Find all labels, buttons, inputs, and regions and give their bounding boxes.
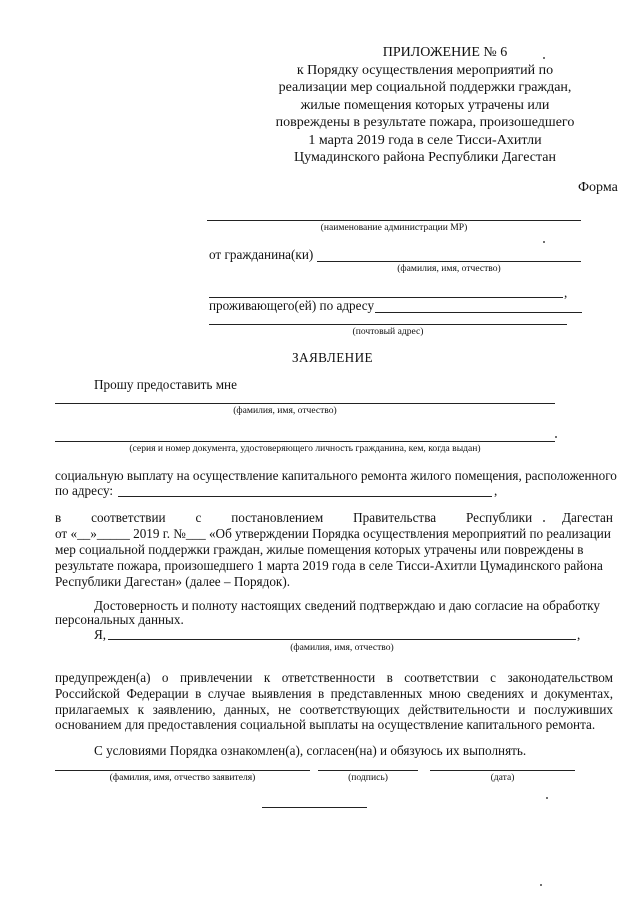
resolution-word: Республики — [465, 510, 533, 525]
warning-line-2: Российской Федерации в случае выявления в представленных мною сведениях и документах, — [55, 686, 613, 701]
address-line[interactable] — [375, 312, 582, 313]
citizen-fio-line[interactable] — [317, 261, 581, 262]
date-caption: (дата) — [490, 772, 515, 783]
address-label-2: по адресу: — [55, 483, 114, 498]
request-label: Прошу предоставить мне — [94, 377, 237, 392]
header-line: реализации мер социальной поддержки граждан, — [278, 80, 572, 95]
header-line: Цумадинского района Республики Дагестан — [294, 150, 556, 165]
consent-line-1: Достоверность и полноту настоящих сведений подтверждаю и даю согласие на обработку — [94, 598, 600, 613]
postal-address-caption: (почтовый адрес) — [352, 326, 424, 337]
comma: , — [577, 627, 581, 642]
form-label: Форма — [578, 180, 618, 195]
applicant-fio-sign-line[interactable] — [55, 770, 310, 771]
signature-caption: (подпись) — [348, 772, 388, 783]
applicant-fio-caption: (фамилия, имя, отчество) — [233, 405, 337, 416]
resolution-word: соответствии — [91, 510, 166, 525]
consent-fio-caption: (фамилия, имя, отчество) — [290, 642, 394, 653]
appendix-header — [250, 44, 600, 167]
date-line[interactable] — [430, 770, 575, 771]
document-line[interactable] — [55, 441, 555, 442]
resolution-word: Дагестан — [561, 510, 613, 525]
ya-label: Я, — [94, 627, 107, 642]
resolution-word: с — [195, 510, 202, 525]
warning-line-1: предупрежден(а) о привлечении к ответственности в соответствии с законодательством — [55, 670, 613, 685]
resolution-line-5: Республики Дагестан» (далее – Порядок). — [55, 574, 291, 589]
address-label: проживающего(ей) по адресу — [209, 298, 375, 313]
admin-name-caption: (наименование администрации МР) — [320, 222, 468, 233]
resolution-line-1 — [55, 510, 613, 526]
resolution-word: Правительства — [353, 510, 437, 525]
document-caption: (серия и номер документа, удостоверяющего личность гражданина, кем, когда выдан) — [129, 443, 481, 454]
from-citizen-label: от гражданина(ки) — [209, 247, 314, 262]
agreement-text: С условиями Порядка ознакомлен(а), согласен(на) и обязуюсь их выполнять. — [94, 743, 527, 758]
property-address-line[interactable] — [118, 496, 492, 497]
header-line: жилые помещения которых утрачены или — [300, 97, 550, 113]
comma: , — [494, 483, 498, 498]
scan-speck — [543, 520, 545, 522]
purpose-text: социальную выплату на осуществление капитального ремонта жилого помещения, расположенного — [55, 468, 617, 483]
scan-speck — [546, 797, 548, 799]
comma: , — [564, 285, 568, 300]
applicant-fio-sign-caption: (фамилия, имя, отчество заявителя) — [109, 772, 256, 783]
citizen-fio-caption: (фамилия, имя, отчество) — [397, 263, 501, 274]
resolution-line-2: от «__»_____ 2019 г. №___ «Об утверждении Порядка осуществления мероприятий по реализации — [55, 526, 611, 541]
resolution-word: в — [55, 510, 62, 525]
warning-line-3: прилагаемых к заявлению, данных, не соответствующих действительности и послуживших — [55, 702, 613, 717]
scan-speck — [543, 57, 545, 59]
resolution-line-4: результате пожара, произошедшего 1 марта 2019 года в селе Тисси-Ахитли Цумадинского района — [55, 558, 603, 573]
consent-fio-line[interactable] — [108, 639, 576, 640]
statement-title: ЗАЯВЛЕНИЕ — [292, 350, 373, 365]
resolution-line-3: мер социальной поддержки граждан, жилые помещения которых утрачены или повреждены в — [55, 542, 584, 557]
address-line-2[interactable] — [209, 324, 567, 325]
bottom-rule — [262, 807, 367, 808]
scan-speck — [540, 884, 542, 886]
appendix-title: ПРИЛОЖЕНИЕ № 6 — [382, 45, 508, 60]
header-line: повреждены в результате пожара, произошедшего — [275, 115, 575, 130]
header-line: к Порядку осуществления мероприятий по — [296, 62, 554, 78]
consent-line-2: персональных данных. — [55, 612, 184, 627]
signature-line[interactable] — [318, 770, 418, 771]
resolution-word: постановлением — [231, 510, 324, 525]
header-line: 1 марта 2019 года в селе Тисси-Ахитли — [308, 132, 542, 148]
scan-speck — [543, 241, 545, 243]
scan-speck — [555, 436, 557, 438]
warning-line-4: основанием для предоставления социальной выплаты на осуществление капитального ремонта. — [55, 717, 596, 732]
admin-name-line[interactable] — [207, 220, 581, 221]
applicant-fio-line[interactable] — [55, 403, 555, 404]
